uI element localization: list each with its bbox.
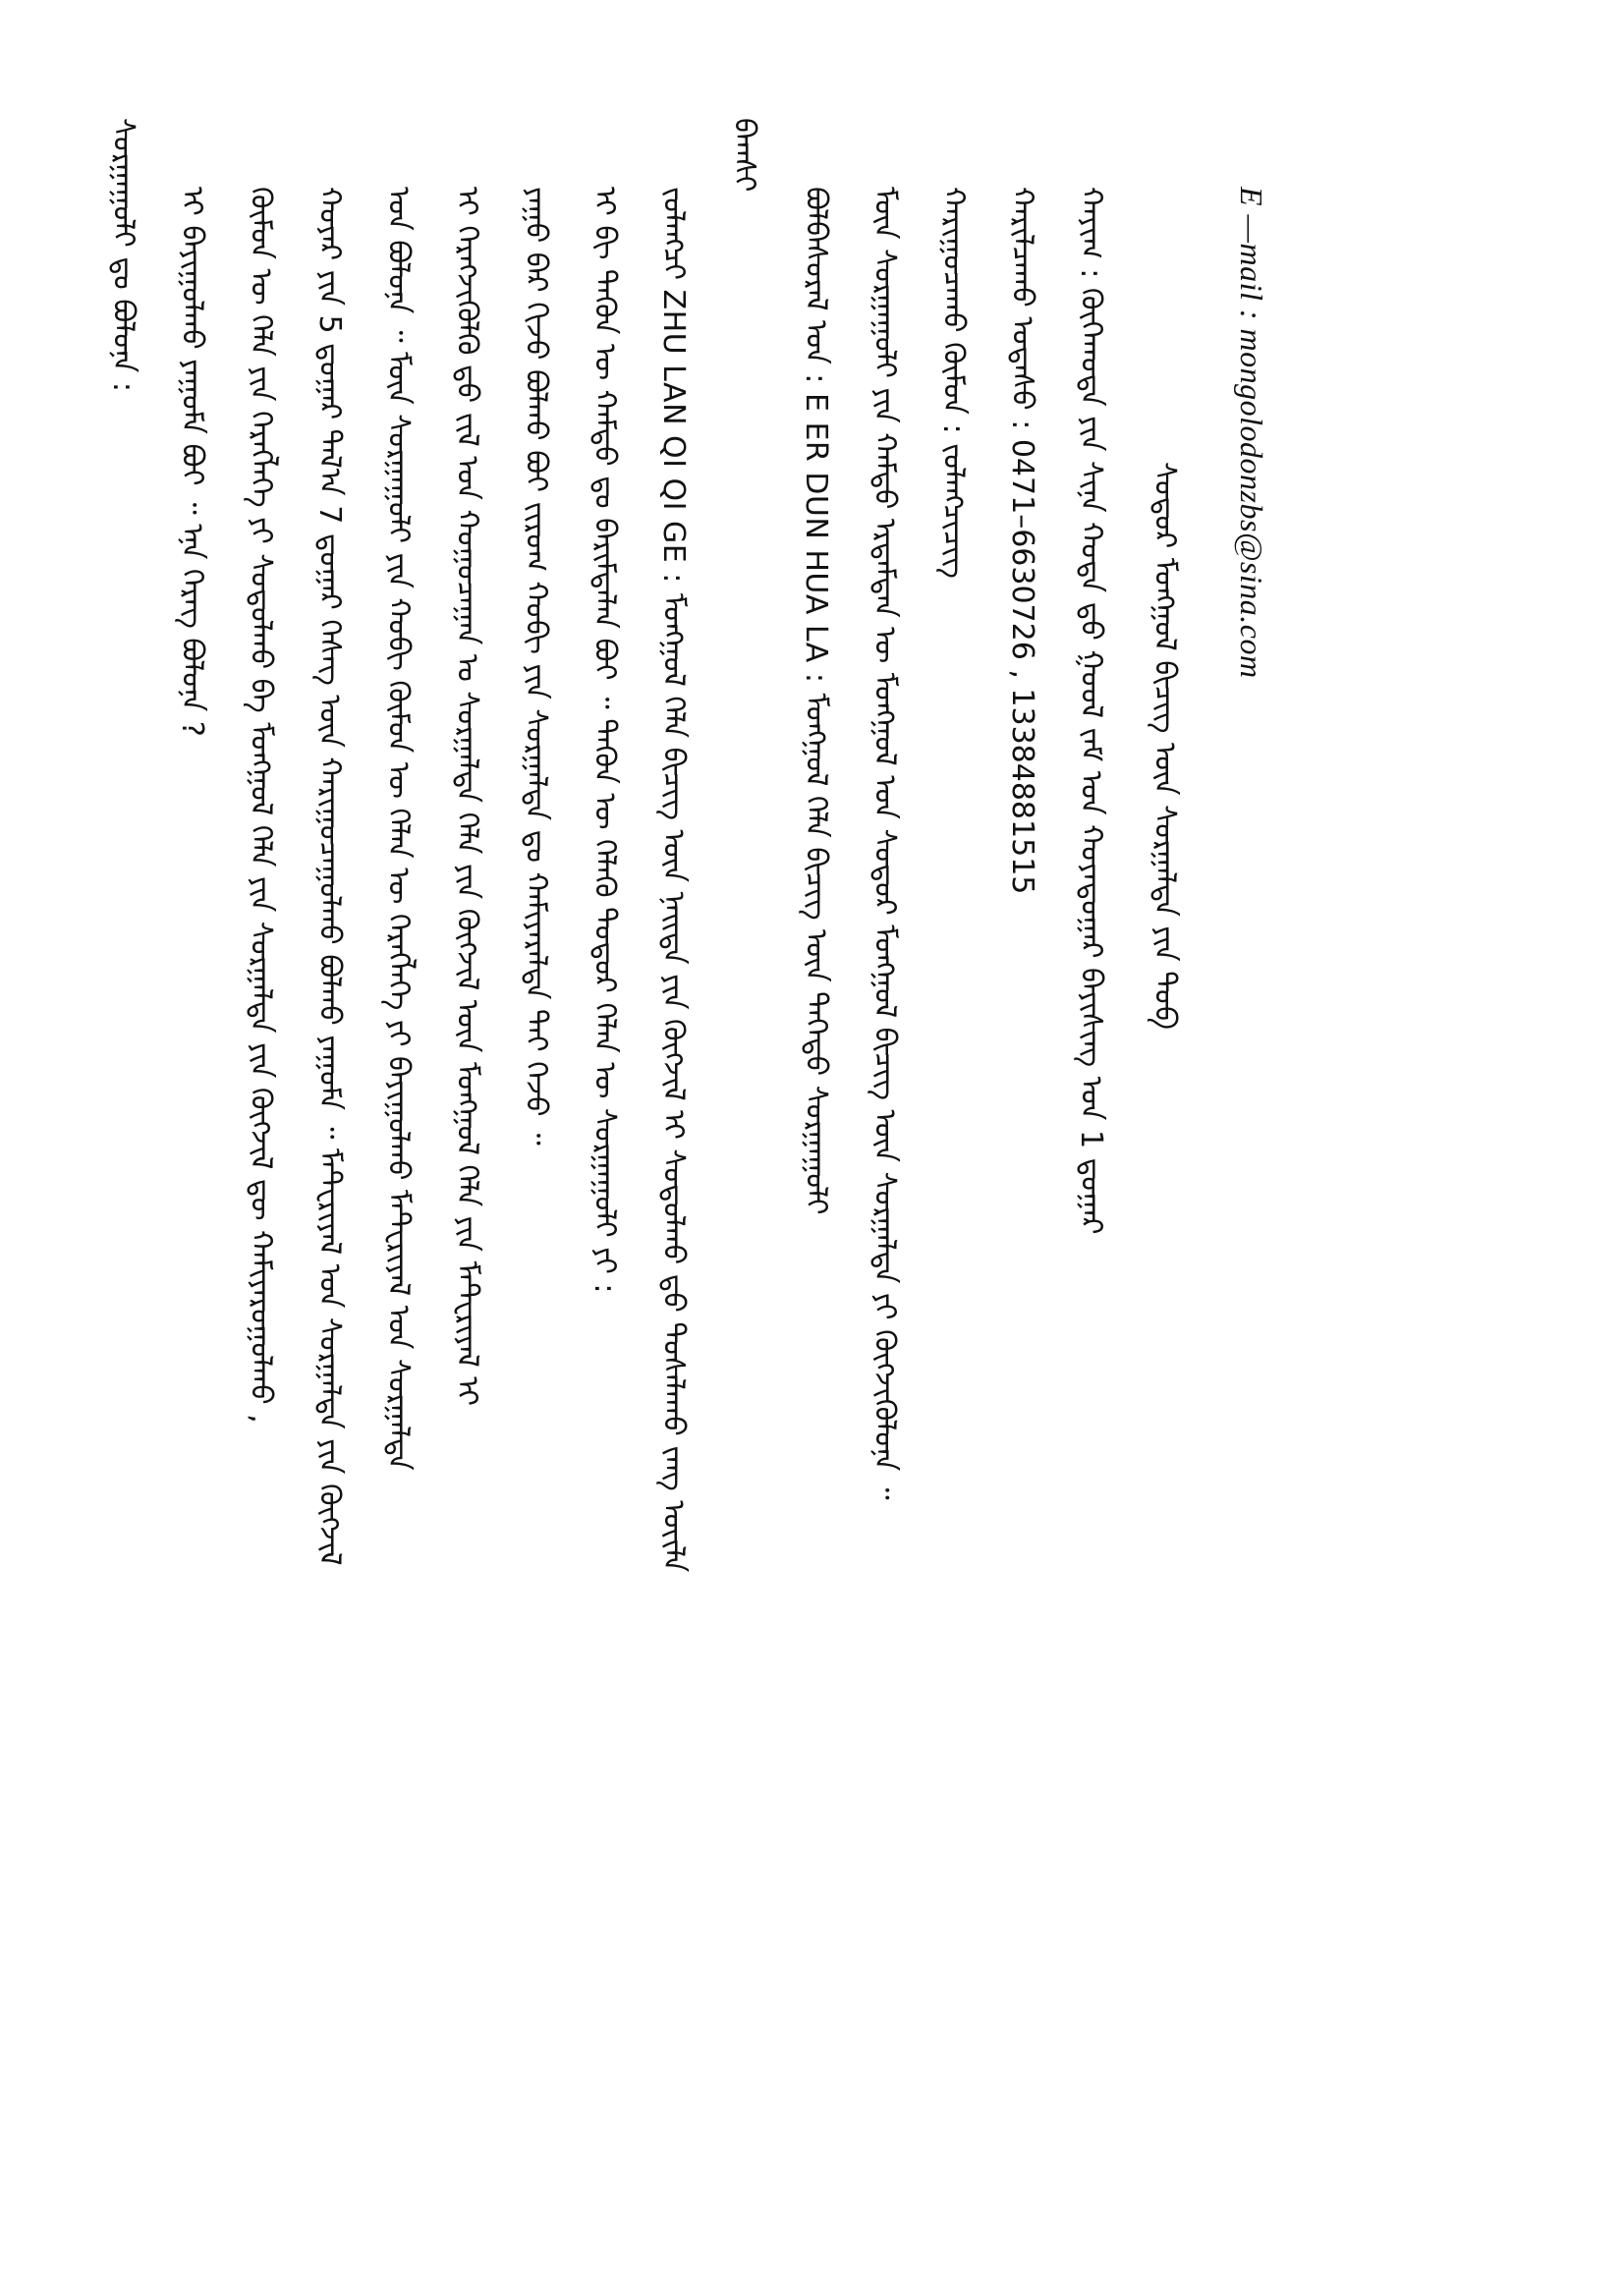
column-school-name [1148,0,1228,2296]
column-author-1 [799,0,879,2296]
address-line: ᠬᠠᠶᠢᠭ : ᠬᠥᠬᠡᠬᠣᠲᠠ ᠶᠢᠨ ᠰᠢᠨᠡ ᠬᠣᠲᠠ ᠳ᠋ᠦ ᠭᠣᠤᠯ ᠵᠠᠮ ᠤᠨ ᠬᠣᠶᠠᠳᠤᠭᠠᠷ ᠪᠠᠶᠢᠰᠢᠩ ᠤᠨ 1 ᠳ᠋ᠤᠭᠠᠷ [1074,187,1108,1235]
column-phone [1005,0,1086,2296]
column-body-8 [106,0,187,2296]
body-line-2: ᠶᠠᠭᠤ ᠪᠠᠷ ᠬᠢᠵᠦ ᠪᠣᠯᠬᠤ ᠪᠣᠢ ᠵᠢᠷᠤᠭ ᠬᠤᠪᠢ ᠶᠢᠨ ᠰᠤᠷᠭᠠᠯᠲᠠ ᠳᠤ ᠬᠠᠮᠢᠶᠠᠷᠠᠯᠲᠠ ᠲᠠᠢ ᠭᠡᠵᠦ ᠃ [519,187,553,1146]
author-1-line: ᠪᠣᠯᠪᠠᠰᠤᠷᠠᠯ ᠤᠨ : E ER DUN HUA LA : ᠮᠣᠩᠭᠣᠯ ᠬᠡᠯᠡ ᠪᠢᠴᠢᠭ ᠦᠨ ᠳᠡᠭᠡᠳᠦ ᠰᠤᠷᠭᠠᠭᠤᠯᠢ [799,187,833,1215]
body-line-1: ᠢ ᠪᠢ ᠲᠡᠭᠦᠨ ᠦ ᠬᠠᠮᠲᠤ ᠳᠤ ᠪᠠᠷᠢᠮᠲᠠᠯᠠᠨ ᠪᠤᠢ ᠃ ᠲᠡᠭᠦᠨ ᠦ ᠬᠡᠯᠡᠬᠦ ᠳᠣᠲᠣᠷ ᠬᠡᠯᠡᠨ ᠦ ᠰᠤᠷᠭᠠᠭᠤᠯᠢ ᠶᠢ : [588,187,622,1294]
contact-line: ᠬᠠᠷᠢᠭᠤᠴᠠᠬᠤ ᠬᠦᠮᠦᠨ : ᠵᠤᠯᠠᠩᠴᠢᠴᠢᠭ᠌ [936,187,971,579]
author-2-line: ᠵᠤᠯᠠᠩᠴᠢ ZHU LAN QI QI GE : ᠮᠣᠩᠭᠣᠯ ᠬᠡᠯᠡ ᠪᠢᠴᠢᠭ ᠦᠨ ᠨᠡᠢᠲᠡ ᠶᠢᠨ ᠬᠥᠭᠵᠢᠯ ᠢ ᠰᠤᠳᠤᠯᠬᠤ ᠳ᠋ᠤ ᠲᠤᠰᠠᠯᠠᠬᠤ ᠵᠠᠩ ᠦᠢᠯᠡ [656,187,691,1573]
column-body-6 [244,0,324,2296]
body-line-8: ᠰᠤᠷᠭᠠᠭᠤᠯᠢ ᠳᠤ ᠪᠣᠯᠤᠨᠠ : [106,118,140,392]
author-1-role-line: ᠪᠠᠭᠰᠢ [727,118,761,193]
column-body-5 [312,0,393,2296]
column-address [1074,0,1154,2296]
body-line-6: ᠬᠥᠮᠦᠨ ᠦ ᠬᠡᠯᠡ ᠶᠢᠨ ᠬᠡᠷᠡᠭᠯᠡᠭᠡ ᠶᠢ ᠰᠤᠳᠤᠯᠬᠤ ᠪᠠ ᠮᠣᠩᠭᠣᠯ ᠬᠡᠯᠡ ᠶᠢᠨ ᠰᠤᠷᠭᠠᠯᠲᠠ ᠶᠢᠨ ᠬᠥᠭᠵᠢᠯ ᠳᠦ ᠬᠠᠮᠢᠶᠠᠷᠤᠭᠤᠯᠬᠤ , [244,187,278,1424]
column-author-1-role [727,0,808,2296]
body-line-5: ᠬᠣᠶᠠᠷ ᠶᠢᠨ 5 ᠳ᠋ᠤᠭᠠᠷ ᠲᠠᠯ᠎ᠠ 7 ᠳ᠋ᠤᠭᠠᠷ ᠬᠡᠰᠡᠭ ᠦᠨ ᠬᠠᠷᠢᠭᠤᠴᠠᠭᠤᠯᠬᠤ ᠪᠣᠯᠬᠤ ᠶᠠᠭᠤᠮᠠ ᠃ ᠮᠠᠲ᠋ᠧᠷᠢᠶᠠᠯ ᠤᠨ ᠰᠤᠷᠭᠠᠯᠲᠠ ᠶᠢᠨ ᠬᠥᠭᠵᠢᠯ [312,187,347,1566]
column-body-4 [381,0,462,2296]
school-name-line: ᠰᠣᠳᠤᠷ ᠮᠣᠩᠭᠣᠯ ᠪᠢᠴᠢᠭ ᠦᠨ ᠰᠤᠷᠭᠠᠯᠲᠠ ᠶᠢᠨ ᠲᠣᠪ [1148,462,1182,1030]
column-email [1234,0,1299,2296]
column-body-1 [588,0,668,2296]
column-contact [936,0,1017,2296]
column-body-3 [450,0,531,2296]
column-author-2 [656,0,737,2296]
phone-line: ᠬᠠᠷᠢᠯᠴᠠᠬᠤ ᠤᠲᠠᠰᠤ : 0471–6630726 , 13384881515 [1005,187,1039,895]
body-line-3: ᠢ ᠬᠡᠷᠡᠭᠵᠢᠭᠦᠯᠬᠦ ᠳ᠋ᠤ ᠵᠢᠯ ᠤᠨ ᠬᠤᠭᠤᠴᠠᠭᠠᠨ ᠤ ᠰᠤᠷᠭᠠᠯᠲᠠ ᠬᠡᠯᠡ ᠶᠢᠨ ᠬᠥᠭᠵᠢᠯ ᠦᠨ ᠮᠣᠩᠭᠣᠯ ᠬᠡᠯᠡ ᠶᠢᠨ ᠮᠠᠲ᠋ᠧᠷᠢᠶᠠᠯ ᠢ [450,187,484,1407]
intro-line: ᠮᠥᠨ ᠰᠤᠷᠭᠠᠭᠤᠯᠢ ᠶᠢᠨ ᠬᠠᠮᠲᠤ ᠡᠷᠳᠡᠮᠲᠡᠨ ᠦ ᠮᠣᠩᠭᠣᠯ ᠤᠨ ᠰᠣᠳᠤᠷ ᠮᠣᠩᠭᠣᠯ ᠪᠢᠴᠢᠭ ᠦᠨ ᠰᠤᠷᠭᠠᠯᠲᠠ ᠶᠢ ᠬᠥᠭᠵᠢᠭᠦᠯᠦᠨᠡ ᠃ [868,187,902,1500]
body-line-4: ᠤᠨ ᠪᠣᠯᠤᠨᠠ ᠃ ᠮᠥᠨ ᠰᠤᠷᠭᠠᠭᠤᠯᠢ ᠶᠢᠨ ᠬᠤᠪᠢ ᠬᠥᠮᠦᠨ ᠦ ᠬᠡᠯᠡᠨ ᠦ ᠬᠡᠷᠡᠭᠯᠡᠭᠡ ᠶᠢ ᠪᠠᠶᠢᠭᠤᠯᠬᠤ ᠮᠠᠲ᠋ᠧᠷᠢᠶᠠᠯ ᠤᠨ ᠰᠤᠷᠭᠠᠯᠲᠠ [381,187,416,1471]
column-intro [868,0,948,2296]
column-body-2 [519,0,599,2296]
email-line: E —mail : mongolodonzbs@sina.com [1234,187,1269,679]
body-line-7: ᠢ ᠪᠠᠶᠢᠭᠤᠯᠬᠤ ᠶᠠᠭᠤᠮᠠ ᠪᠤᠢ ᠃ ᠡᠨᠡ ᠬᠡᠷᠡᠭ ᠪᠣᠯᠤᠨᠠ ? [175,187,209,737]
column-body-7 [175,0,255,2296]
